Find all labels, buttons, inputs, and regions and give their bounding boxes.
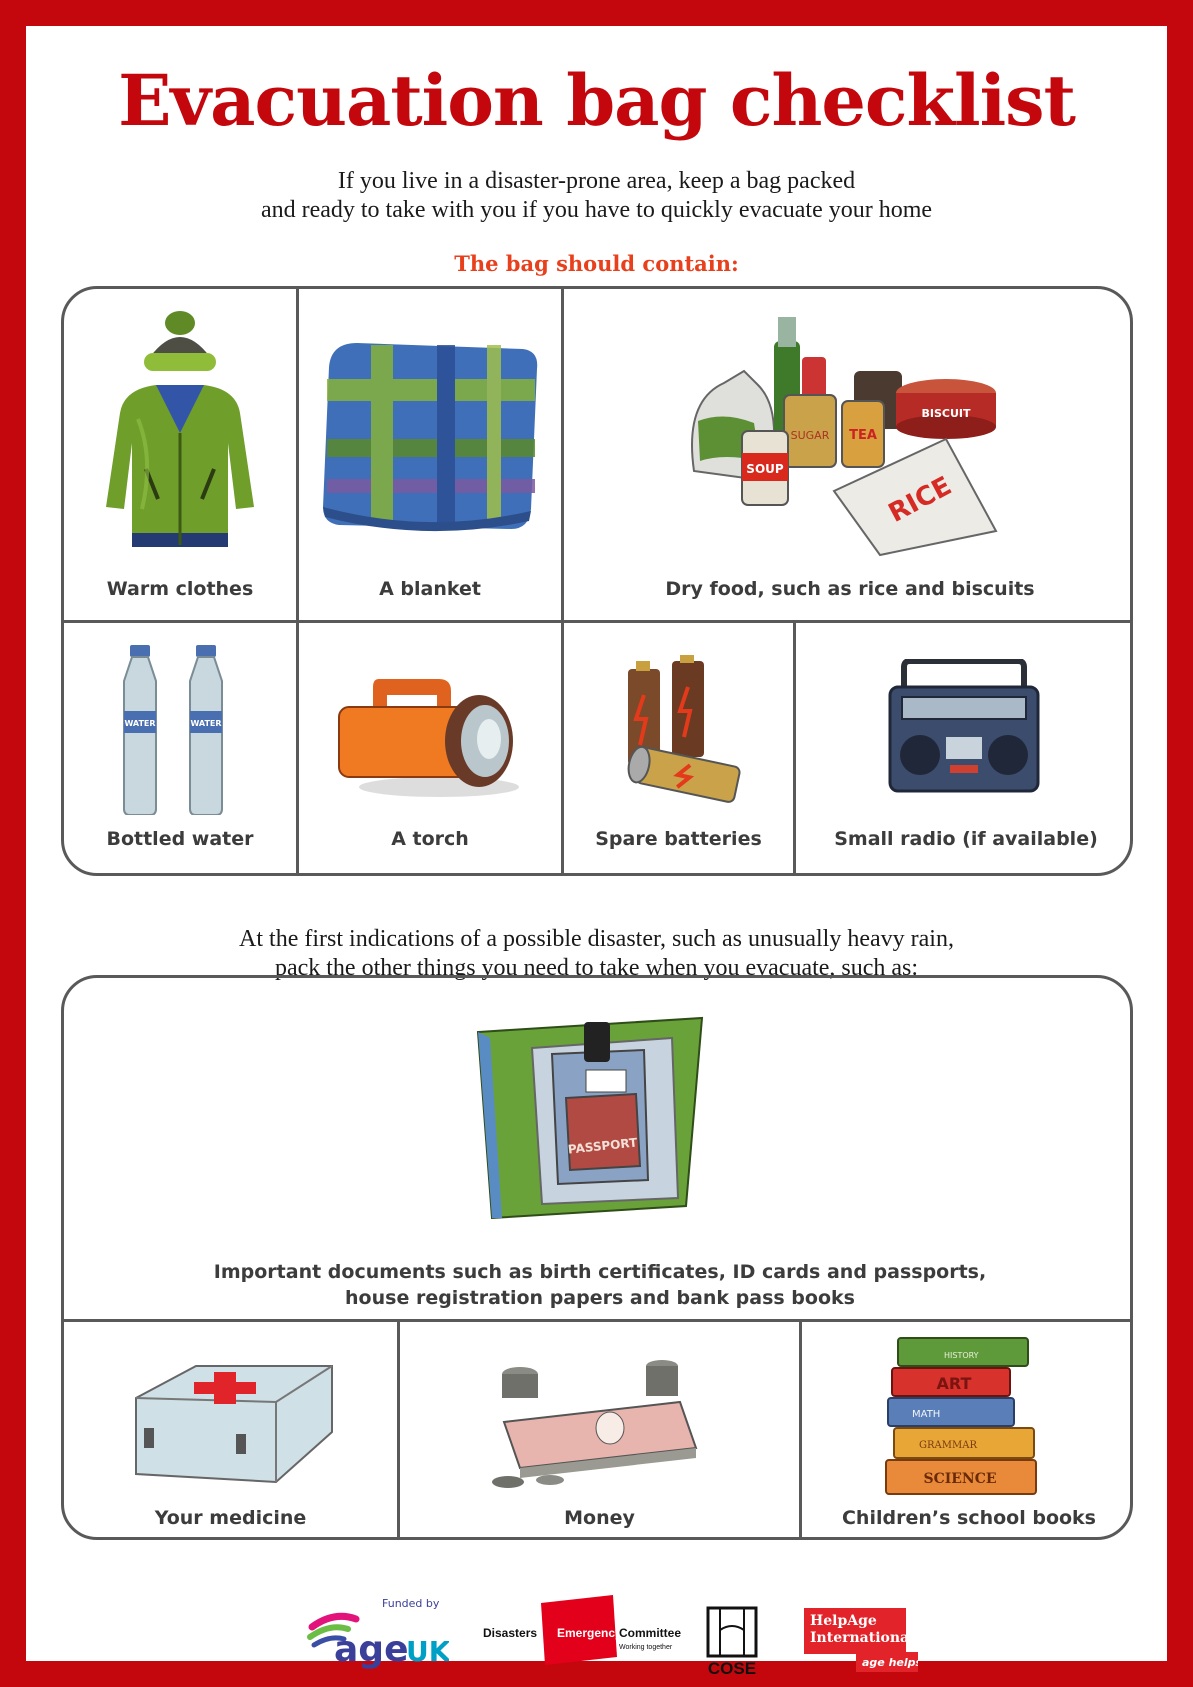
svg-text:GRAMMAR: GRAMMAR xyxy=(919,1440,977,1451)
svg-text:COSE: COSE xyxy=(707,1659,757,1678)
svg-text:WATER: WATER xyxy=(124,719,156,728)
water-bottles-icon xyxy=(120,645,240,815)
svg-text:UK: UK xyxy=(406,1635,449,1668)
documents-label-line-2: house registration papers and bank pass books xyxy=(345,1287,855,1309)
svg-text:RICE: RICE xyxy=(883,471,957,529)
item-label: Bottled water xyxy=(106,828,254,850)
item-spare-batteries xyxy=(564,623,793,876)
item-bottled-water xyxy=(64,623,296,876)
item-small-radio xyxy=(796,623,1133,876)
svg-text:BISCUIT: BISCUIT xyxy=(921,407,971,420)
item-label: A torch xyxy=(391,828,469,850)
middle-text-line-1: At the first indications of a possible disaster, such as unusually heavy rain, xyxy=(239,926,954,952)
svg-text:SUGAR: SUGAR xyxy=(790,429,830,442)
svg-text:HISTORY: HISTORY xyxy=(944,1351,979,1360)
item-school-books xyxy=(802,1322,1133,1540)
radio-icon xyxy=(884,659,1044,799)
svg-text:PASSPORT: PASSPORT xyxy=(567,1135,638,1157)
svg-text:ART: ART xyxy=(936,1374,972,1393)
item-dry-food xyxy=(564,289,1133,620)
svg-text:SCIENCE: SCIENCE xyxy=(923,1471,997,1487)
bag-contents-grid xyxy=(61,286,1133,876)
helpage-logo xyxy=(804,1608,918,1672)
dec-logo-mark-icon xyxy=(481,1591,681,1671)
item-label: Small radio (if available) xyxy=(834,828,1098,850)
ageuk-swirl-icon xyxy=(304,1591,449,1671)
svg-text:Committee: Committee xyxy=(619,1626,681,1640)
item-warm-clothes xyxy=(64,289,296,620)
documents-label-line-1: Important documents such as birth certificates, ID cards and passports, xyxy=(213,1261,987,1283)
svg-text:WATER: WATER xyxy=(190,719,222,728)
item-label: Your medicine xyxy=(154,1507,307,1529)
item-label: Spare batteries xyxy=(595,828,762,850)
jacket-icon xyxy=(94,309,266,559)
intro-line-1: If you live in a disaster-prone area, keep a bag packed xyxy=(337,168,856,194)
first-aid-kit-icon xyxy=(126,1342,342,1492)
item-label: A blanket xyxy=(379,578,481,600)
other-items-grid xyxy=(61,975,1133,1540)
documents-folder-icon xyxy=(472,1008,722,1224)
svg-text:Funded by: Funded by xyxy=(382,1597,440,1610)
item-blanket xyxy=(299,289,561,620)
helpage-logo-mark-icon xyxy=(804,1608,918,1672)
svg-text:Disasters: Disasters xyxy=(483,1626,538,1640)
page-title: Evacuation bag checklist xyxy=(118,59,1075,142)
item-label: Dry food, such as rice and biscuits xyxy=(665,578,1035,600)
svg-text:HelpAge: HelpAge xyxy=(810,1613,877,1629)
svg-text:International: International xyxy=(810,1630,915,1646)
school-books-icon xyxy=(884,1334,1048,1506)
cose-logo xyxy=(704,1606,760,1678)
bag-contents-heading: The bag should contain: xyxy=(454,251,739,276)
svg-text:Working together: Working together xyxy=(619,1644,673,1651)
svg-text:SOUP: SOUP xyxy=(746,462,784,476)
dec-logo xyxy=(481,1591,681,1671)
item-label: Money xyxy=(564,1507,635,1529)
item-label: Warm clothes xyxy=(106,578,254,600)
item-label: Children’s school books xyxy=(841,1507,1096,1529)
middle-text-line-2: pack the other things you need to take when you evacuate, such as: xyxy=(274,955,919,981)
item-torch xyxy=(299,623,561,876)
item-money xyxy=(400,1322,799,1540)
intro-line-2: and ready to take with you if you have to quickly evacuate your home xyxy=(260,197,933,223)
money-icon xyxy=(490,1352,710,1492)
blanket-icon xyxy=(317,339,543,539)
svg-text:age helps: age helps xyxy=(862,1656,918,1669)
dry-food-icon xyxy=(684,311,1014,561)
torch-icon xyxy=(329,669,529,799)
svg-text:MATH: MATH xyxy=(912,1409,941,1420)
svg-text:TEA: TEA xyxy=(849,428,877,443)
item-your-medicine xyxy=(64,1322,397,1540)
svg-text:Emergency: Emergency xyxy=(557,1626,622,1640)
ageuk-logo xyxy=(304,1591,449,1671)
cose-logo-mark-icon xyxy=(704,1606,760,1678)
item-important-documents xyxy=(64,978,1133,1319)
batteries-icon xyxy=(618,655,742,805)
svg-text:age: age xyxy=(334,1629,409,1670)
